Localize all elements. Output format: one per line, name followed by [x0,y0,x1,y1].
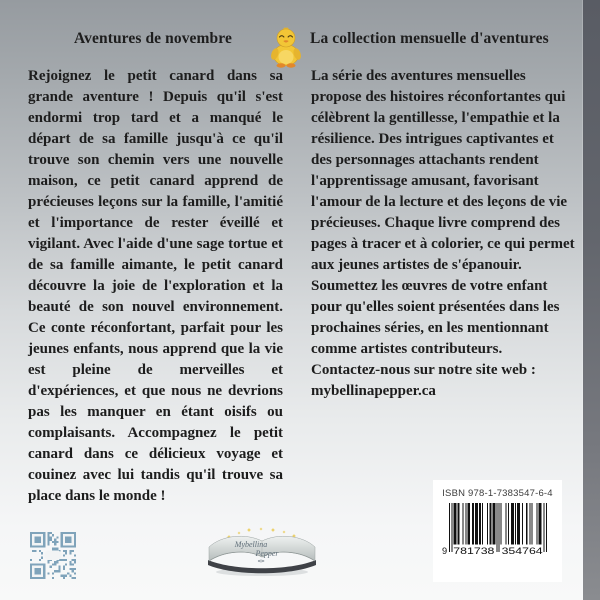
duck-icon [268,26,304,68]
ean-barcode-icon [441,501,555,557]
cover-edge-shadow [583,0,600,600]
isbn-box [433,480,562,582]
svg-text:9: 9 [441,545,447,556]
svg-text:781738: 781738 [452,545,494,556]
series-title: Aventures de novembre [74,30,232,47]
logo-text-line1: Mybellina [234,540,268,549]
isbn-label: ISBN 978-1-7383547-6-4 [442,488,553,499]
svg-text:354764: 354764 [501,545,543,556]
publisher-logo [204,527,320,579]
logo-flourish [258,560,264,562]
logo-text-line2: Pepper [255,549,279,558]
synopsis-text: Rejoignez le petit canard dans sa grande aventure ! Depuis qu'il s'est endormi trop tard et a manqué le départ de sa famille jusqu'à ce qu'il trouve son chemin vers une nouvelle maison, ce petit canard apprend de précieuses leçons sur la famille, l'amitié et l'importance de rester éveillé et vigilant. Avec l'aide d'une sage tortue et de sa famille aimante, le petit canard découvre la joie de l'exploration et la beauté de son nouvel environnement. Ce conte réconfortant, parfait pour les jeunes enfants, nous apprend que la vie est pleine de merveilles et d'expériences, et que nous ne devrions pas les manquer en étant oisifs ou complaisants. Accompagnez le petit canard dans ce délicieux voyage et couinez avec lui tandis qu'il trouve sa place dans le monde ! [28,68,283,504]
qr-code-icon [30,532,76,579]
collection-title: La collection mensuelle d'aventures [310,30,549,47]
series-description-text: La série des aventures mensuelles propose des histoires réconfortantes qui célèbrent la gentillesse, l'empathie et la résilience. Des intrigues captivantes et des personnages attachants rendent l'apprentissage amusant, favorisant l'amour de la lecture et des leçons de vie précieuses. Chaque livre comprend des pages à tracer et à colorier, ce qui permet aux jeunes artistes de s'épanouir. Soumettez les œuvres de votre enfant pour qu'elles soient présentées dans les prochaines séries, en les mentionnant comme artistes contributeurs. Contactez-nous sur notre site web : mybellinapepper.ca [311,68,575,399]
